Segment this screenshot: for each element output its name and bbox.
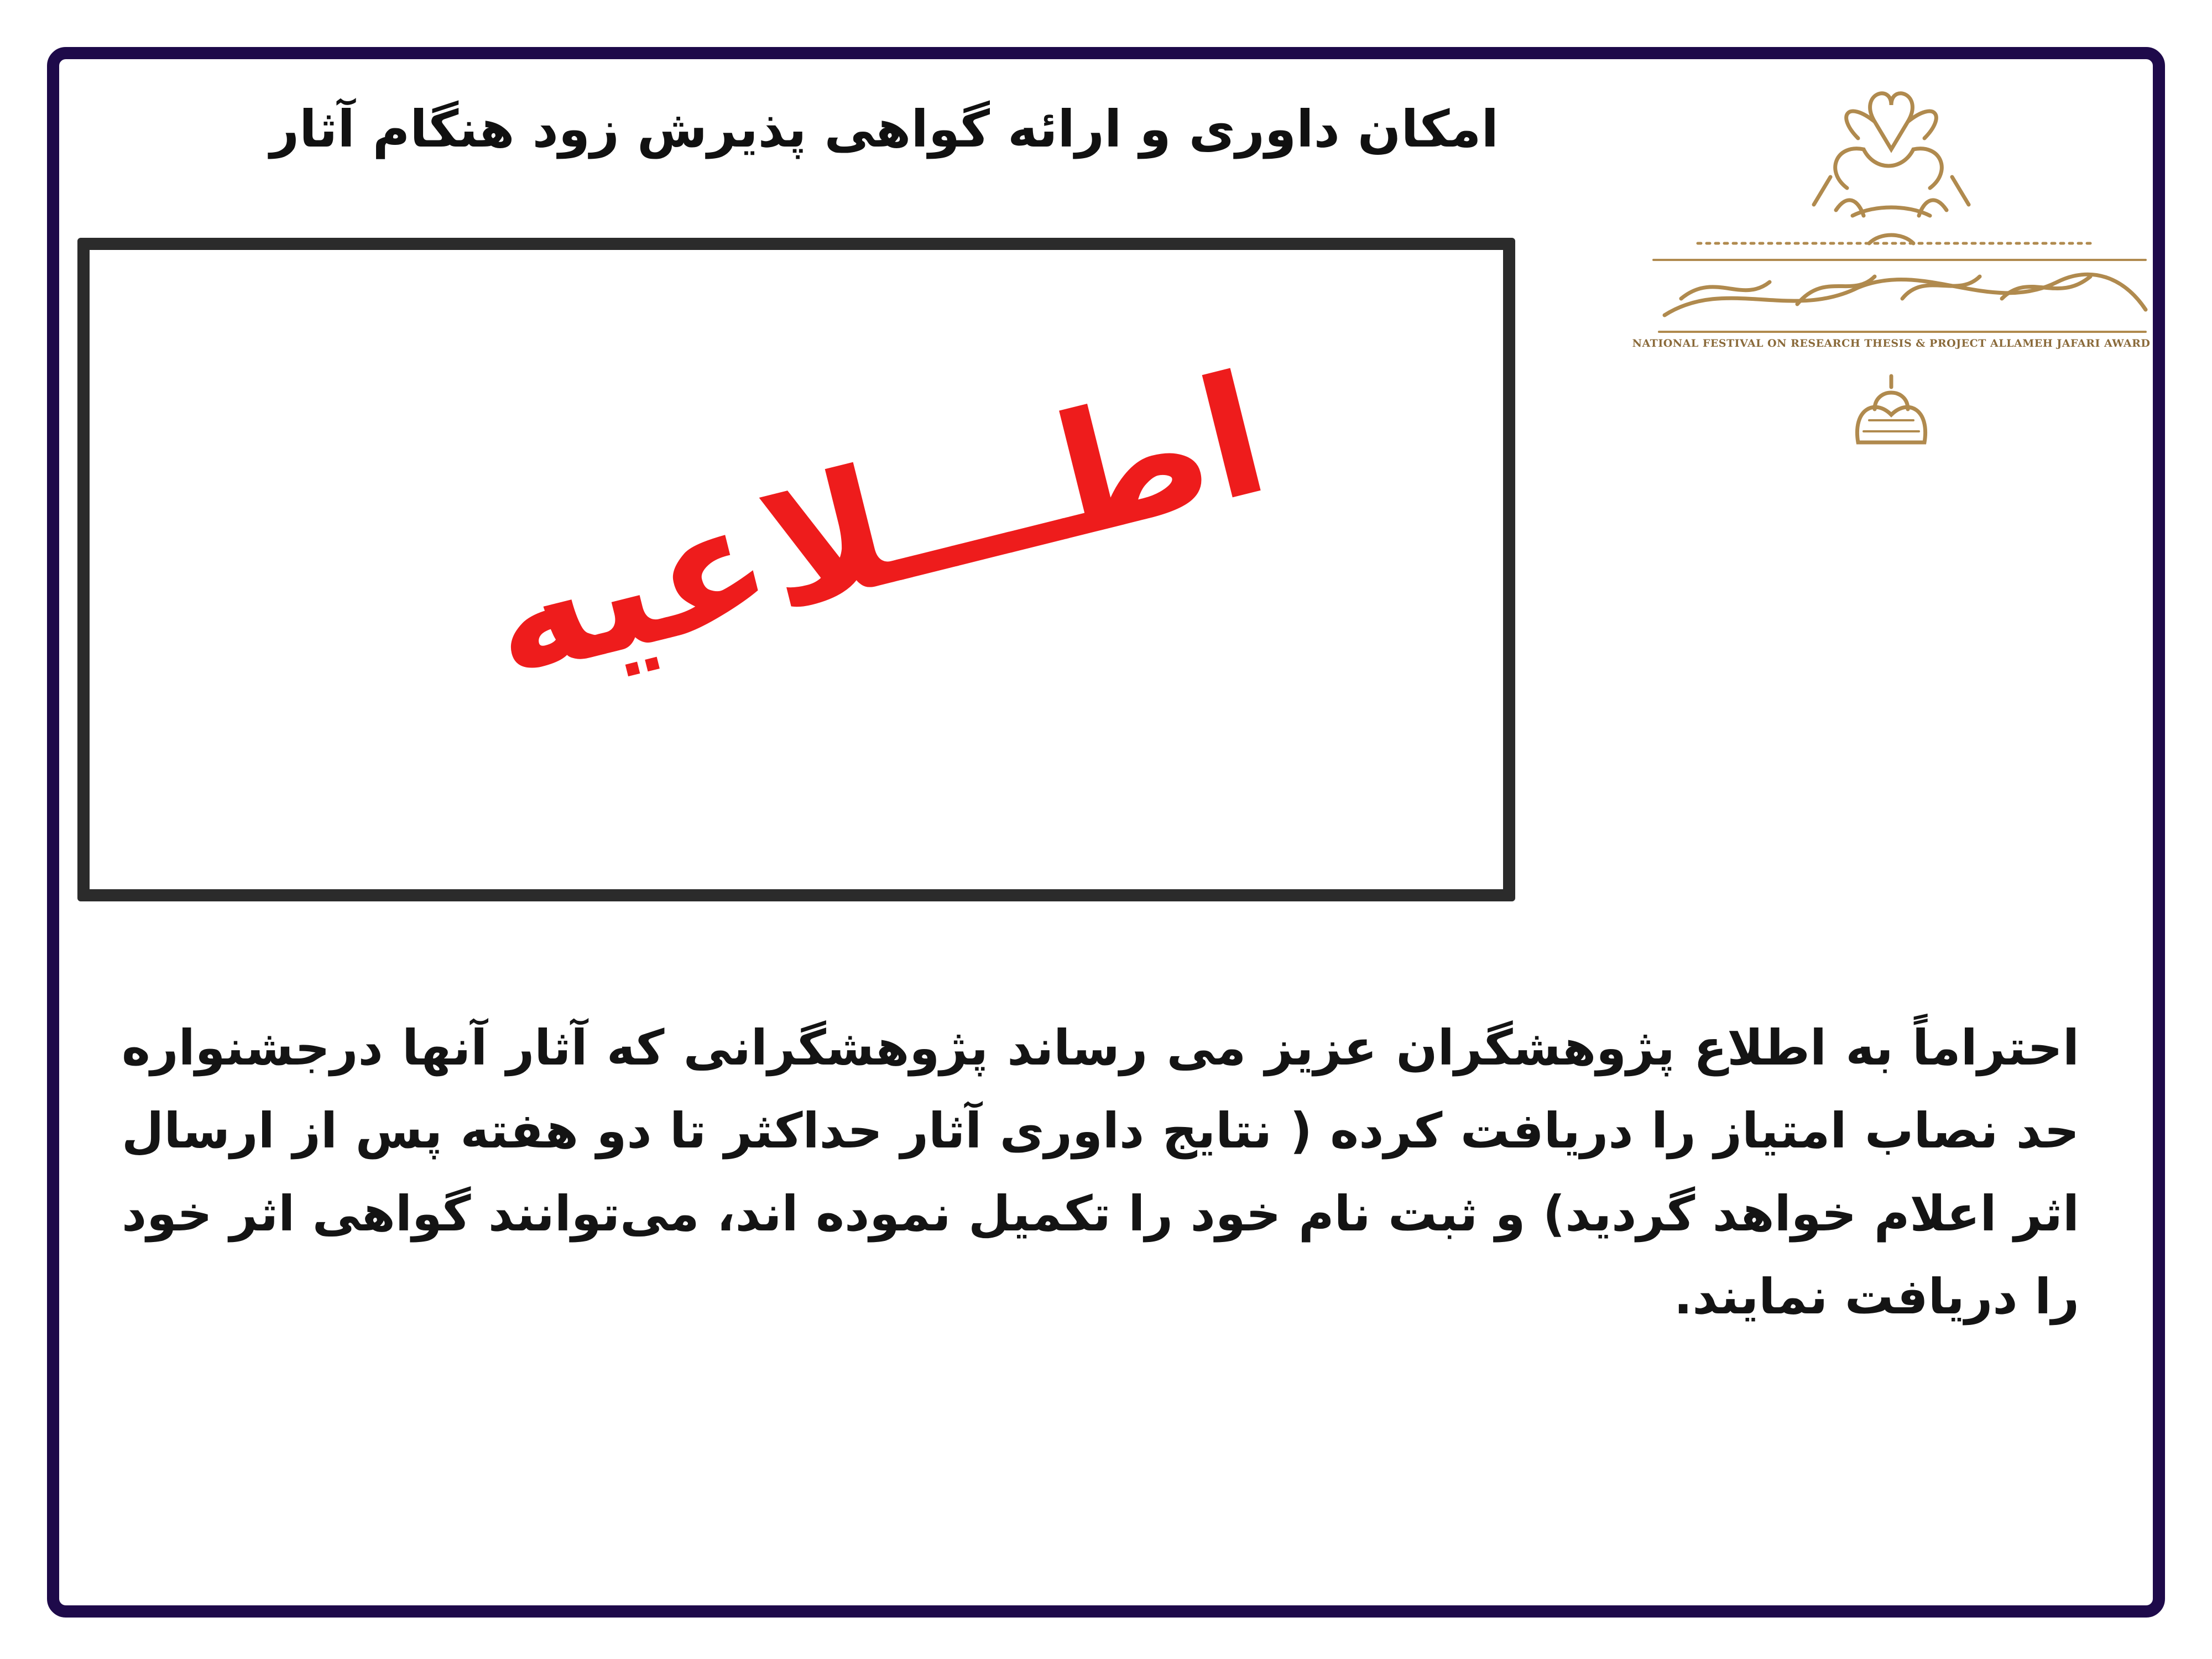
festival-logo: [1615, 77, 2168, 476]
announcement-paragraph: احتراماً به اطلاع پژوهشگران عزیز می رساند پژوهشگرانی که آثار آنها درجشنواره حد نصاب امتیاز را دریافت کرده ( نتایج داوری آثار حداکثر تا دو هفته پس از ارسال اثر اعلام خواهد گردید) و ثبت نام خود را تکمیل نموده اند، می‌توانند گواهی اثر خود را دریافت نمایند.: [122, 1019, 2079, 1325]
festival-logo-icon: [1615, 77, 2168, 476]
page-title: امکان داوری و ارائه گواهی پذیرش زود هنگام آثار: [270, 100, 1499, 159]
notice-word: اطـــلاعیه: [469, 337, 1284, 717]
logo-caption: NATIONAL FESTIVAL ON RESEARCH THESIS & PROJECT ALLAMEH JAFARI AWARD: [1632, 337, 2151, 349]
